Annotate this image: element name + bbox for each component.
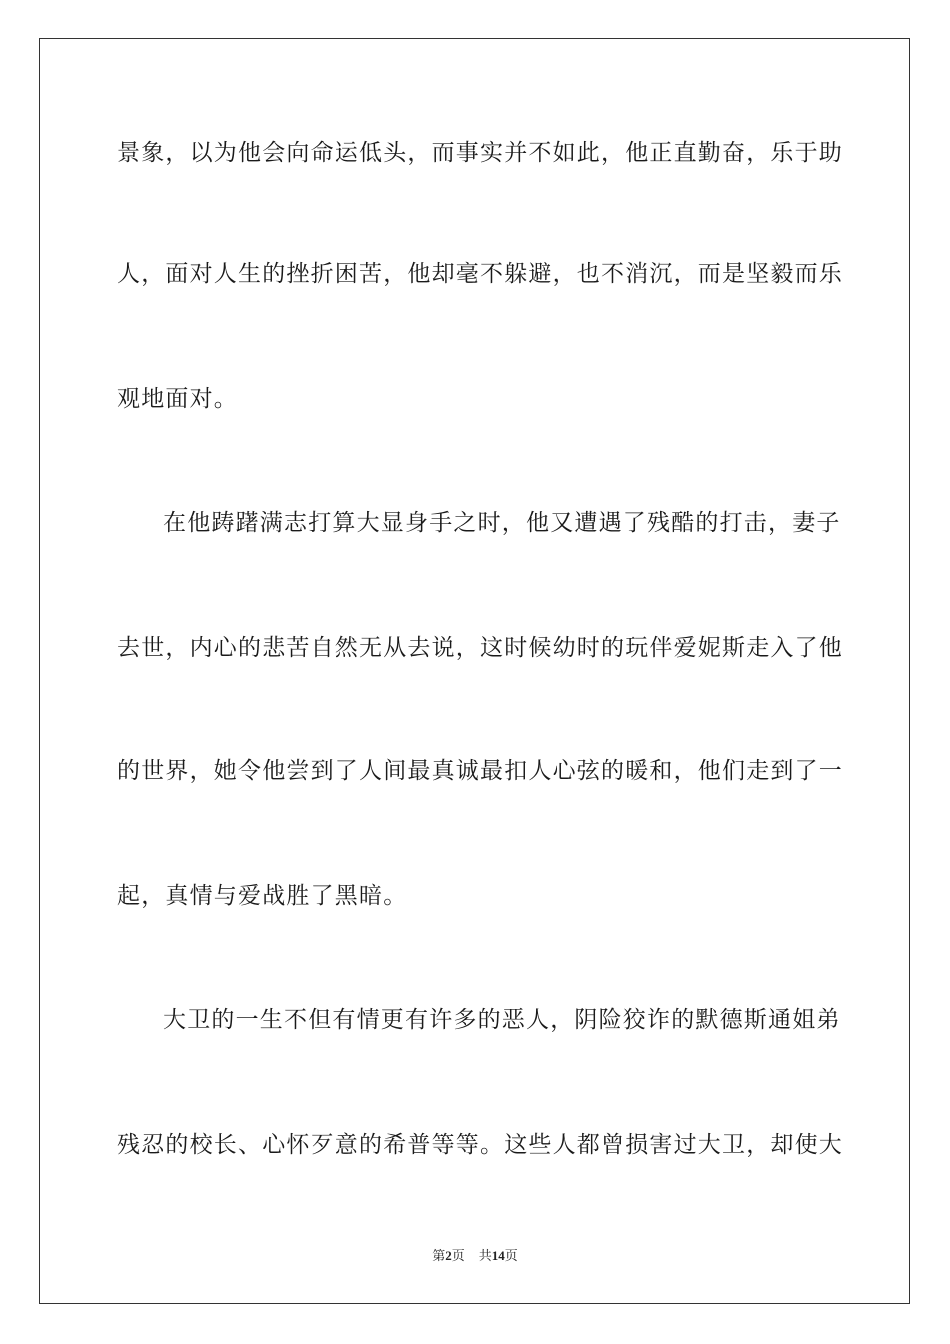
body-line-2: 人，面对人生的挫折困苦，他却毫不躲避，也不消沉，而是坚毅而乐 xyxy=(117,261,843,287)
body-line-7: 起，真情与爱战胜了黑暗。 xyxy=(117,883,408,909)
body-line-6: 的世界，她令他尝到了人间最真诚最扣人心弦的暖和，他们走到了一 xyxy=(117,758,843,784)
footer-page-unit: 页 xyxy=(451,1248,465,1263)
body-line-3: 观地面对。 xyxy=(117,386,238,412)
page-footer xyxy=(0,1247,950,1265)
footer-total-prefix: 共 xyxy=(478,1248,492,1263)
footer-page-current: 2 xyxy=(445,1248,452,1263)
page-border xyxy=(39,38,910,1304)
body-line-8: 大卫的一生不但有情更有许多的恶人，阴险狡诈的默德斯通姐弟 xyxy=(163,1007,841,1033)
body-line-4: 在他踌躇满志打算大显身手之时，他又遭遇了残酷的打击，妻子 xyxy=(163,510,841,536)
body-line-1: 景象，以为他会向命运低头，而事实并不如此，他正直勤奋，乐于助 xyxy=(117,140,843,166)
footer-total-unit: 页 xyxy=(504,1248,518,1263)
body-line-5: 去世，内心的悲苦自然无从去说，这时候幼时的玩伴爱妮斯走入了他 xyxy=(117,635,843,661)
footer-page-prefix: 第 xyxy=(432,1248,446,1263)
footer-page-total: 14 xyxy=(491,1248,505,1263)
body-line-9: 残忍的校长、心怀歹意的希普等等。这些人都曾损害过大卫，却使大 xyxy=(117,1132,843,1158)
